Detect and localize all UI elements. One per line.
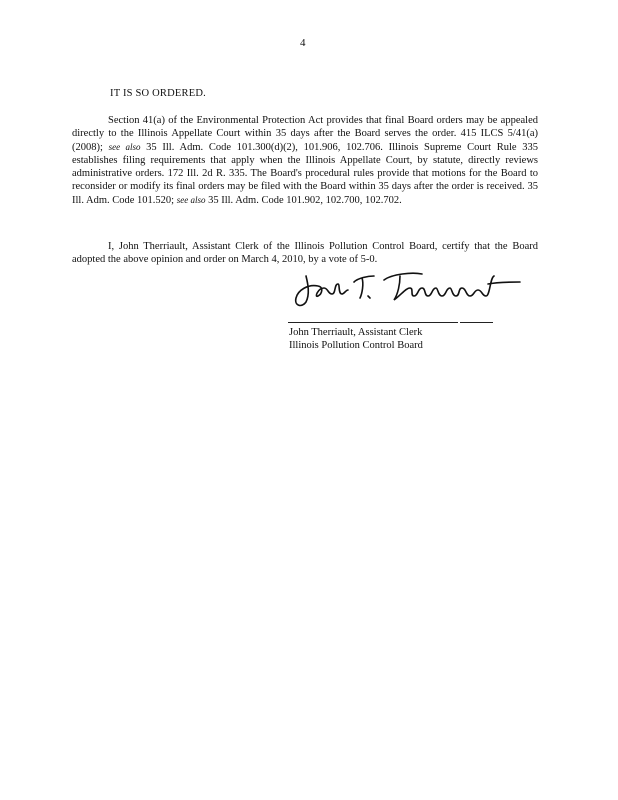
signature-line <box>288 322 458 323</box>
signature-line-extension <box>460 322 493 323</box>
see-also-1: see also <box>108 141 141 152</box>
signer-organization: Illinois Pollution Control Board <box>289 340 423 352</box>
page-number: 4 <box>300 37 306 49</box>
certification-paragraph <box>72 240 538 267</box>
handwritten-signature <box>288 264 528 314</box>
appeal-text-a: Section 41(a) of the Environmental Protection Act provides that final Board orders may be appealed directly to the Illinois Appellate Court within 35 days after the Board serves the order. 415 ILCS 5/41(a) (2008); <box>72 115 538 153</box>
appeal-paragraph <box>72 114 538 207</box>
signer-name: John Therriault, Assistant Clerk <box>289 327 423 338</box>
appeal-text-b: 35 Ill. Adm. Code 101.300(d)(2), 101.906, 102.706. Illinois Supreme Court Rule 335 establishes filing requirements that apply when the Illinois Appellate Court, by statute, directly reviews administrative orders. 172 Ill. 2d R. 335. The Board's procedural rules provide that motions for the Board to reconsider or modify its final orders may be filed with the Board within 35 days after the order is received. 35 Ill. Adm. Code 101.520; <box>72 141 538 206</box>
appeal-text-c: 35 Ill. Adm. Code 101.902, 102.700, 102.702. <box>205 194 402 206</box>
see-also-2: see also <box>176 194 206 205</box>
certification-text: I, John Therriault, Assistant Clerk of the Illinois Pollution Control Board, certify that the Board adopted the above opinion and order on March 4, 2010, by a vote of 5-0. <box>72 241 538 266</box>
order-heading: IT IS SO ORDERED. <box>110 88 206 99</box>
signature-block <box>289 326 423 353</box>
